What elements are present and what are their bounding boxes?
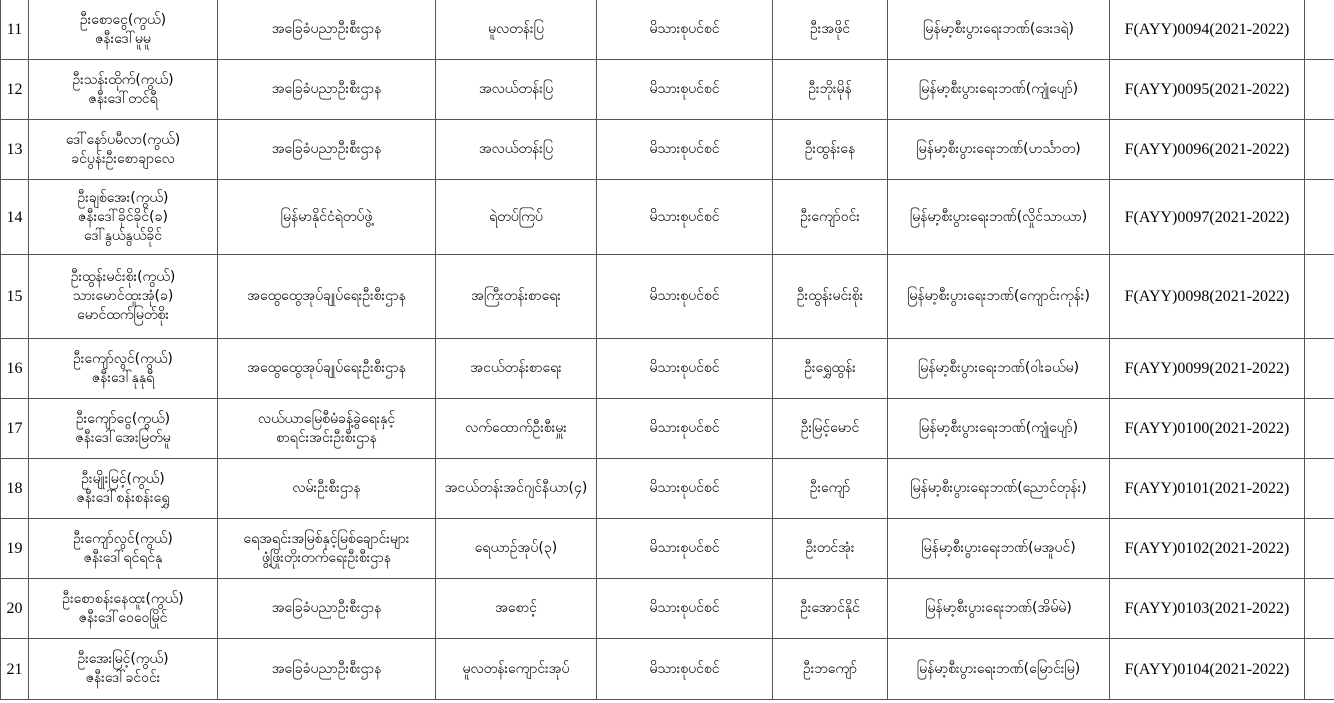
payment-place-cell[interactable]: မြန်မာ့စီးပွားရေးဘဏ်(မအူပင်) (888, 519, 1110, 579)
post-cell[interactable]: အငယ်တန်းအင်ဂျင်နီယာ(၄) (436, 459, 597, 519)
pension-type-cell[interactable]: မိသားစုပင်စင် (597, 639, 773, 700)
applicant-cell[interactable]: ဦးကျော် (773, 459, 888, 519)
table-row[interactable] (1, 339, 1334, 399)
applicant-cell[interactable]: ဦးဘိုးမိုန် (773, 60, 888, 120)
pensioner-name-cell-line: ဇနီးဒေါ်နုနုရီ (91, 369, 155, 386)
empty-cell[interactable] (1305, 180, 1334, 255)
empty-cell[interactable] (1305, 399, 1334, 459)
payment-place-cell[interactable]: မြန်မာ့စီးပွားရေးဘဏ်(ညောင်တုန်း) (888, 459, 1110, 519)
pension-type-cell[interactable]: မိသားစုပင်စင် (597, 519, 773, 579)
pension-type-cell[interactable]: မိသားစုပင်စင် (597, 399, 773, 459)
payment-place-cell[interactable]: မြန်မာ့စီးပွားရေးဘဏ်(ဝါးခယ်မ) (888, 339, 1110, 399)
pensioner-name-cell-line: ဦးကျော်လွင်(ကွယ်) (73, 350, 173, 367)
pensioner-name-cell-line: ဦးသန်းထိုက်(ကွယ်) (72, 71, 174, 88)
post-cell[interactable]: အလယ်တန်းပြ (436, 120, 597, 180)
pension-type-cell[interactable]: မိသားစုပင်စင် (597, 60, 773, 120)
empty-cell[interactable] (1305, 459, 1334, 519)
post-cell[interactable]: အငယ်တန်းစာရေး (436, 339, 597, 399)
department-cell[interactable] (218, 339, 436, 399)
reference-number-cell[interactable]: F(AYY)0097(2021-2022) (1110, 180, 1305, 255)
department-cell-line: စာရင်းအင်းဦးစီးဌာန (276, 429, 377, 446)
empty-cell[interactable] (1305, 0, 1334, 60)
row-number-cell[interactable]: 18 (1, 459, 29, 519)
reference-number-cell[interactable]: F(AYY)0098(2021-2022) (1110, 255, 1305, 339)
pensioner-name-cell-line: ဦးစောစန်းနေထူး(ကွယ်) (62, 590, 184, 607)
post-cell[interactable]: ရေယာဉ်အုပ်(၃) (436, 519, 597, 579)
applicant-cell[interactable]: ဦးကျော်ဝင်း (773, 180, 888, 255)
reference-number-cell[interactable]: F(AYY)0095(2021-2022) (1110, 60, 1305, 120)
row-number-cell[interactable]: 17 (1, 399, 29, 459)
pensioner-name-cell-line: မောင်ထက်မြတ်စိုး (77, 307, 169, 323)
pensioner-name-cell[interactable] (29, 639, 218, 700)
payment-place-cell[interactable]: မြန်မာ့စီးပွားရေးဘဏ်(ဟင်္သာတ) (888, 120, 1110, 180)
pensioner-name-cell-line: ဦးချစ်အေး(ကွယ်) (77, 189, 169, 206)
applicant-cell[interactable]: ဦးရွှေထွန်း (773, 339, 888, 399)
pensioner-name-cell-line: ဦးအေးမြင့်(ကွယ်) (77, 651, 169, 667)
reference-number-cell[interactable]: F(AYY)0100(2021-2022) (1110, 399, 1305, 459)
pensioner-name-cell-line: ဇနီးဒေါ်တင်ရီ (88, 90, 158, 107)
pension-type-cell[interactable]: မိသားစုပင်စင် (597, 339, 773, 399)
pensioner-name-cell[interactable] (29, 519, 218, 579)
reference-number-cell[interactable]: F(AYY)0096(2021-2022) (1110, 120, 1305, 180)
pensioner-name-cell-line: ဦးမျိုးမြင့်(ကွယ်) (81, 470, 165, 487)
pensioner-name-cell-line: ဇနီးဒေါ်မူမူ (95, 30, 151, 47)
pensioner-name-cell-line: သားမောင်ထူးအုံ(ခ) (72, 288, 174, 304)
pensioner-name-cell-line: ခင်ပွန်းဦးစောချာလေ (71, 150, 175, 167)
payment-place-cell[interactable]: မြန်မာ့စီးပွားရေးဘဏ်(ကျုံပျော်) (888, 399, 1110, 459)
post-cell[interactable]: မူလတန်းပြ (436, 0, 597, 60)
department-cell-line: ဖွံ့ဖြိုးတိုးတက်ရေးဦးစီးဌာန (261, 549, 392, 566)
payment-place-cell[interactable]: မြန်မာ့စီးပွားရေးဘဏ်(ဒေးဒရဲ) (888, 0, 1110, 60)
post-cell[interactable]: အလယ်တန်းပြ (436, 60, 597, 120)
pensioner-name-cell-line: ဦးထွန်းမင်းစိုး(ကွယ်) (70, 269, 176, 285)
payment-place-cell[interactable]: မြန်မာ့စီးပွားရေးဘဏ်(လှိုင်သာယာ) (888, 180, 1110, 255)
pensioner-name-cell[interactable] (29, 339, 218, 399)
pensioner-name-cell-line: ဇနီးဒေါ်ရင်ရင်နု (83, 549, 163, 566)
department-cell-line: အခြေခံပညာဦးစီးဌာန (271, 600, 382, 616)
empty-cell[interactable] (1305, 339, 1334, 399)
empty-cell[interactable] (1305, 639, 1334, 700)
post-cell[interactable]: မူလတန်းကျောင်းအုပ် (436, 639, 597, 700)
department-cell-line: အခြေခံပညာဦးစီးဌာန (271, 81, 382, 97)
pensioner-name-cell[interactable] (29, 120, 218, 180)
table-row[interactable] (1, 579, 1334, 639)
payment-place-cell[interactable]: မြန်မာ့စီးပွားရေးဘဏ်(ကျောင်းကုန်း) (888, 255, 1110, 339)
reference-number-cell[interactable]: F(AYY)0099(2021-2022) (1110, 339, 1305, 399)
table-row[interactable] (1, 639, 1334, 700)
department-cell-line: အခြေခံပညာဦးစီးဌာန (271, 660, 382, 677)
reference-number-cell[interactable]: F(AYY)0094(2021-2022) (1110, 0, 1305, 60)
pensioner-name-cell-line: ဦးကျော်ငွေ(ကွယ်) (75, 410, 171, 427)
pension-type-cell[interactable]: မိသားစုပင်စင် (597, 120, 773, 180)
pensioner-name-cell[interactable] (29, 60, 218, 120)
reference-number-cell[interactable]: F(AYY)0101(2021-2022) (1110, 459, 1305, 519)
department-cell[interactable] (218, 459, 436, 519)
reference-number-cell[interactable]: F(AYY)0104(2021-2022) (1110, 639, 1305, 700)
pensioner-name-cell-line: ဇနီးဒေါ်ဝေဝေမြိုင် (78, 609, 168, 626)
department-cell-line: မြန်မာနိုင်ငံရဲတပ်ဖွဲ့ (280, 208, 373, 225)
pensioner-name-cell-line: ဇနီးဒေါ်ခင်ဝင်း (85, 670, 161, 686)
row-number-cell[interactable]: 11 (1, 0, 29, 60)
department-cell[interactable] (218, 639, 436, 700)
pensioner-name-cell-line: ဦးကျော်လွင်(ကွယ်) (73, 530, 173, 547)
department-cell-line: အခြေခံပညာဦးစီးဌာန (271, 21, 382, 37)
row-number-cell[interactable]: 13 (1, 120, 29, 180)
applicant-cell[interactable]: ဦးတင်အုံး (773, 519, 888, 579)
pensioner-name-cell-line: ဒေါ်နော်ပမီလာ(ကွယ်) (65, 131, 181, 148)
table-row[interactable] (1, 399, 1334, 459)
table-row[interactable] (1, 459, 1334, 519)
pensioner-name-cell-line: ဇနီးဒေါ်စန်းစန်းရွှေ (76, 489, 170, 506)
pensioner-name-cell-line: ဦးစောငွေ(ကွယ်) (79, 11, 167, 28)
pensioner-name-cell[interactable] (29, 180, 218, 255)
department-cell[interactable] (218, 579, 436, 639)
post-cell[interactable]: အကြီးတန်းစာရေး (436, 255, 597, 339)
table-row[interactable] (1, 255, 1334, 339)
applicant-cell[interactable]: ဦးအဖိုင် (773, 0, 888, 60)
row-number-cell[interactable]: 12 (1, 60, 29, 120)
pensioner-name-cell[interactable] (29, 459, 218, 519)
row-number-cell[interactable]: 14 (1, 180, 29, 255)
payment-place-cell[interactable]: မြန်မာ့စီးပွားရေးဘဏ်(မြောင်းမြ) (888, 639, 1110, 700)
payment-place-cell[interactable]: မြန်မာ့စီးပွားရေးဘဏ်(အိမ်မဲ) (888, 579, 1110, 639)
department-cell-line: အခြေခံပညာဦးစီးဌာန (271, 141, 382, 157)
pension-type-cell[interactable]: မိသားစုပင်စင် (597, 579, 773, 639)
pension-type-cell[interactable]: မိသားစုပင်စင် (597, 459, 773, 519)
row-number-cell[interactable]: 21 (1, 639, 29, 700)
pension-type-cell[interactable]: မိသားစုပင်စင် (597, 180, 773, 255)
department-cell[interactable] (218, 399, 436, 459)
row-number-cell[interactable]: 16 (1, 339, 29, 399)
table-body (1, 0, 1334, 700)
pensioner-name-cell-line: ဇနီးဒေါ်ခိုင်ခိုင်(ခ) (78, 208, 168, 225)
table-row[interactable] (1, 60, 1334, 120)
reference-number-cell[interactable]: F(AYY)0102(2021-2022) (1110, 519, 1305, 579)
post-cell[interactable]: အစောင့် (436, 579, 597, 639)
pensioner-name-cell[interactable] (29, 255, 218, 339)
department-cell-line: ရေအရင်းအမြစ်နှင့်မြစ်ချောင်းများ (243, 530, 410, 547)
table-row[interactable] (1, 180, 1334, 255)
pensioner-name-cell[interactable] (29, 0, 218, 60)
applicant-cell[interactable]: ဦးထွန်းနေ (773, 120, 888, 180)
table-row[interactable] (1, 519, 1334, 579)
table-row[interactable] (1, 0, 1334, 60)
department-cell[interactable] (218, 255, 436, 339)
department-cell[interactable] (218, 519, 436, 579)
row-number-cell[interactable]: 19 (1, 519, 29, 579)
empty-cell[interactable] (1305, 579, 1334, 639)
post-cell[interactable]: ရဲတပ်ကြပ် (436, 180, 597, 255)
applicant-cell[interactable]: ဦးမြင့်မောင် (773, 399, 888, 459)
department-cell[interactable] (218, 0, 436, 60)
pensioner-name-cell-line: ဒေါ်နွယ်နွယ်ခိုင် (84, 227, 162, 244)
row-number-cell[interactable]: 15 (1, 255, 29, 339)
payment-place-cell[interactable]: မြန်မာ့စီးပွားရေးဘဏ်(ကျုံပျော်) (888, 60, 1110, 120)
pensioner-name-cell-line: ဇနီးဒေါ်အေးမြတ်မူ (75, 429, 171, 446)
department-cell[interactable] (218, 180, 436, 255)
department-cell-line: အထွေထွေအုပ်ချုပ်ရေးဦးစီးဌာန (247, 288, 406, 304)
pension-type-cell[interactable]: မိသားစုပင်စင် (597, 255, 773, 339)
empty-cell[interactable] (1305, 519, 1334, 579)
department-cell-line: လယ်ယာမြေစီမံခန့်ခွဲရေးနှင့် (257, 410, 396, 427)
reference-number-cell[interactable]: F(AYY)0103(2021-2022) (1110, 579, 1305, 639)
applicant-cell[interactable]: ဦးအောင်နိုင် (773, 579, 888, 639)
pensioner-name-cell[interactable] (29, 399, 218, 459)
applicant-cell[interactable]: ဦးဘကျော် (773, 639, 888, 700)
table-row[interactable] (1, 120, 1334, 180)
empty-cell[interactable] (1305, 60, 1334, 120)
post-cell[interactable]: လက်ထောက်ဦးစီးမှူး (436, 399, 597, 459)
department-cell[interactable] (218, 60, 436, 120)
pension-type-cell[interactable]: မိသားစုပင်စင် (597, 0, 773, 60)
department-cell-line: လမ်းဦးစီးဌာန (292, 480, 361, 496)
department-cell-line: အထွေထွေအုပ်ချုပ်ရေးဦးစီးဌာန (247, 360, 406, 376)
row-number-cell[interactable]: 20 (1, 579, 29, 639)
pensioner-name-cell[interactable] (29, 579, 218, 639)
applicant-cell[interactable]: ဦးထွန်းမင်းစိုး (773, 255, 888, 339)
empty-cell[interactable] (1305, 120, 1334, 180)
empty-cell[interactable] (1305, 255, 1334, 339)
department-cell[interactable] (218, 120, 436, 180)
